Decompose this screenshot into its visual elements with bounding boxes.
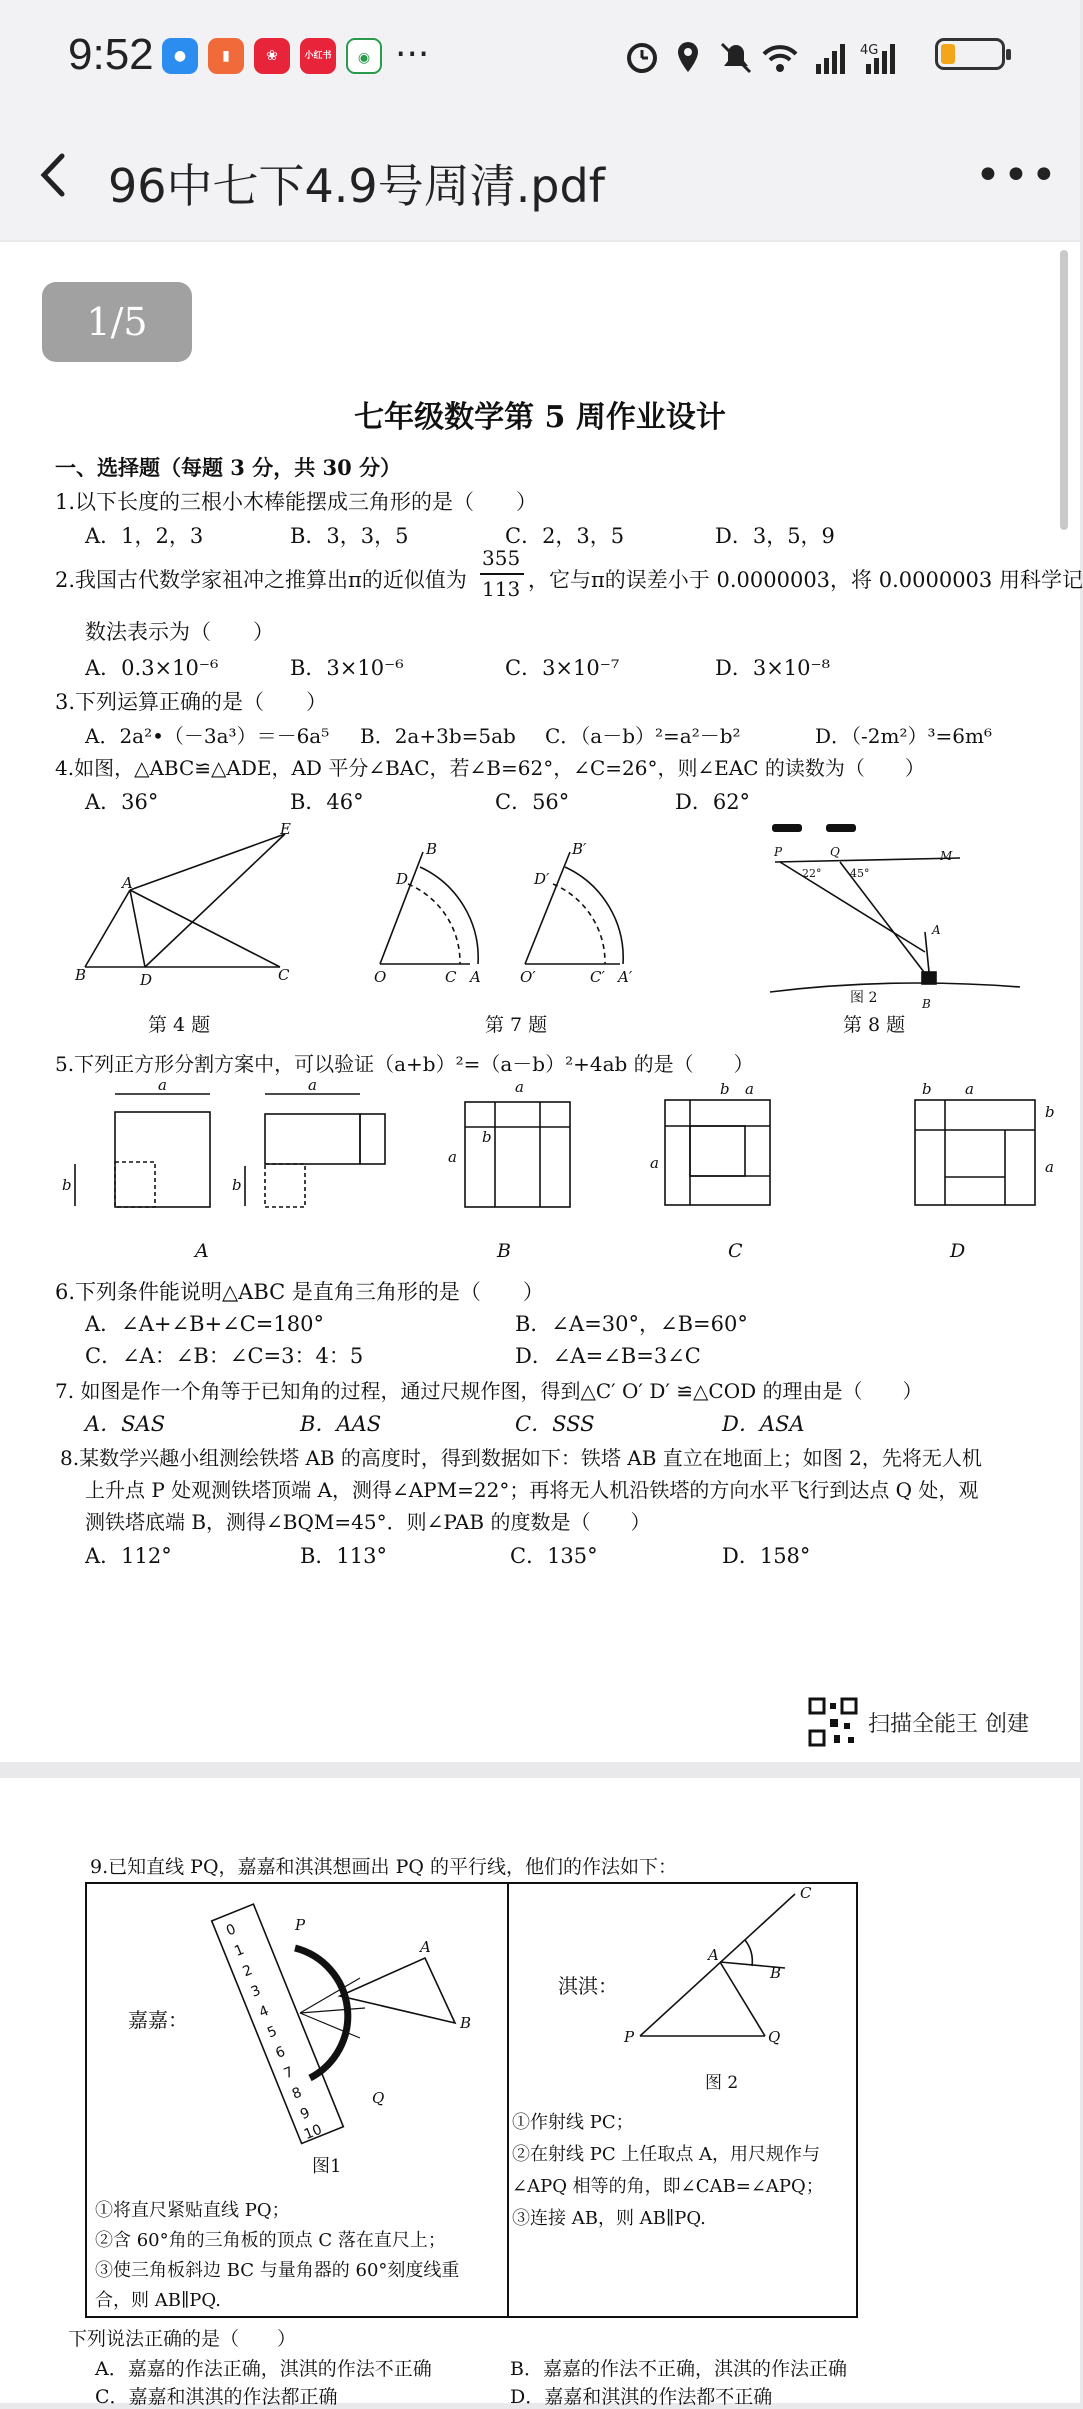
figure-q4 [85,834,285,967]
q5-label-b: B [497,1240,511,1262]
alarm-icon [629,45,655,71]
svg-text:C′: C′ [590,968,605,986]
q5-diagram-b [265,1114,360,1164]
question-9: 9.已知直线 PQ，嘉嘉和淇淇想画出 PQ 的平行线，他们的作法如下： [90,1856,677,1878]
question-2: 2.我国古代数学家祖冲之推算出π的近似值为 [55,568,467,592]
figure-q8-subcaption: 图 2 [850,990,878,1006]
location-icon [678,42,698,72]
svg-text:b: b [922,1080,932,1098]
qiqi-step-1: ①作射线 PC； [512,2112,634,2133]
q8-option-a: A．112° [85,1544,172,1568]
svg-text:B: B [770,1964,782,1982]
pdf-page-2[interactable] [0,1778,1080,2408]
q3-option-c: C．（a－b）²=a²－b² [545,724,741,748]
question-3: 3.下列运算正确的是（ ） [55,690,328,714]
figure-2-construction [620,1886,820,2046]
figure-caption-q4: 第 4 题 [148,1014,211,1036]
fraction-bar [480,573,524,575]
drone-icon [772,824,856,832]
svg-text:B: B [460,2014,472,2032]
qiqi-label: 淇淇： [558,1974,618,1998]
svg-text:22°: 22° [802,867,822,880]
q2-option-a: A．0.3×10⁻⁶ [85,656,219,680]
question-2-cont: ，它与π的误差小于 0.0000003，将 0.0000003 用科学记 [528,568,1083,592]
fraction-numerator: 355 [482,546,521,570]
svg-text:10: 10 [301,2121,325,2144]
svg-text:6: 6 [273,2043,288,2062]
fraction-denominator: 113 [482,577,521,601]
system-status-icons [620,36,940,80]
svg-text:P: P [774,845,783,859]
app-bar [0,110,1080,240]
figure-1-caption: 图1 [312,2156,342,2177]
q8-option-c: C．135° [510,1544,598,1568]
chevron-left-icon [30,140,90,210]
q9-option-b: B．嘉嘉的作法不正确，淇淇的作法正确 [510,2358,847,2380]
q2-option-d: D．3×10⁻⁸ [715,656,831,680]
q2-option-c: C．3×10⁻⁷ [505,656,620,680]
q3-option-d: D．（-2m²）³=6m⁶ [815,724,992,748]
q4-option-c: C．56° [495,790,570,814]
qiqi-step-4: ③连接 AB，则 AB∥PQ. [512,2208,706,2229]
qiqi-step-2: ②在射线 PC 上任取点 A，用尺规作与 [512,2144,821,2165]
battery-icon [935,38,1005,70]
svg-text:4G: 4G [860,43,879,58]
figure-q7-right [525,852,623,964]
svg-text:O: O [374,968,387,986]
svg-text:E: E [280,820,291,838]
q2-option-b: B．3×10⁻⁶ [290,656,404,680]
svg-text:D: D [396,870,409,888]
message-app-icon: ● [162,38,198,74]
document-title: 96中七下4.9号周清.pdf [108,159,605,213]
question-8: 8.某数学兴趣小组测绘铁塔 AB 的高度时，得到数据如下：铁塔 AB 直立在地面上；如图 2，先将无人机 [60,1446,982,1470]
qiqi-step-3: ∠APQ 相等的角，即∠CAB=∠APQ； [512,2176,824,2197]
wifi-icon [764,47,796,72]
svg-text:b: b [720,1080,730,1098]
svg-text:P: P [295,1916,306,1934]
question-2-line2: 数法表示为（ ） [85,620,274,644]
svg-text:8: 8 [289,2084,305,2103]
q7-option-a: A．SAS [85,1412,166,1436]
svg-text:C: C [278,966,290,984]
q7-option-d: D．ASA [722,1412,805,1436]
figure-caption-q8: 第 8 题 [843,1014,906,1036]
svg-text:P: P [624,2028,635,2046]
q9-option-a: A．嘉嘉的作法正确，淇淇的作法不正确 [95,2358,432,2380]
q4-option-a: A．36° [85,790,159,814]
svg-text:a: a [745,1080,754,1098]
svg-text:Q: Q [830,845,840,859]
svg-text:A: A [708,1946,719,1964]
svg-text:1: 1 [232,1941,247,1960]
svg-text:C: C [445,968,457,986]
question-1: 1.以下长度的三根小木棒能摆成三角形的是（ ） [55,490,538,514]
q6-option-c: C．∠A：∠B：∠C=3：4：5 [85,1344,364,1368]
q6-option-a: A．∠A+∠B+∠C=180° [85,1312,324,1336]
app-notification-icon: ❀ [254,38,290,74]
qr-code-icon [808,1697,858,1747]
svg-text:Q: Q [372,2089,385,2107]
svg-text:7: 7 [281,2064,296,2083]
svg-text:45°: 45° [850,867,870,880]
status-bar [0,0,1080,110]
table-divider [507,1884,509,2316]
svg-text:b: b [482,1128,492,1146]
q3-option-b: B．2a+3b=5ab [360,724,516,748]
q5-diagrams [60,1076,1055,1232]
svg-text:a: a [965,1080,974,1098]
clock: 9:52 [68,30,154,79]
q9-option-d: D．嘉嘉和淇淇的作法都不正确 [510,2386,773,2408]
svg-text:A′: A′ [618,968,633,986]
scanner-text: 扫描全能王 创建 [868,1711,1029,1737]
q9-option-c: C．嘉嘉和淇淇的作法都正确 [95,2386,338,2408]
scrollbar[interactable] [1060,250,1068,530]
back-button[interactable] [30,140,90,210]
svg-text:C: C [800,1884,812,1902]
svg-text:b: b [1045,1103,1055,1121]
signal-4g-icon [860,43,895,74]
q6-option-b: B．∠A=30°，∠B=60° [515,1312,748,1336]
svg-text:B: B [922,997,931,1011]
question-8-line2: 上升点 P 处观测铁塔顶端 A，测得∠APM=22°；再将无人机沿铁塔的方向水平飞行到达点 Q 处，观 [85,1478,979,1502]
svg-text:A: A [122,874,133,892]
svg-text:4: 4 [256,2002,272,2022]
svg-text:b: b [62,1176,72,1194]
svg-text:O′: O′ [520,968,536,986]
jiajia-step-3: ③使三角板斜边 BC 与量角器的 60°刻度线重 [95,2260,460,2281]
svg-text:0: 0 [223,1921,239,1940]
svg-text:Q: Q [768,2028,781,2046]
figure-1-ruler-protractor [220,1888,500,2144]
question-7: 7. 如图是作一个角等于已知角的过程，通过尺规作图，得到△C′ O′ D′ ≌△COD 的理由是（ ） [55,1379,923,1403]
svg-text:3: 3 [248,1982,263,2001]
q3-option-a: A．2a²•（－3a³）＝－6a⁵ [85,724,330,748]
more-options-button[interactable]: ••• [975,150,1059,201]
q1-option-b: B．3，3，5 [290,524,409,548]
svg-text:a: a [1045,1158,1054,1176]
question-4: 4.如图，△ABC≌△ADE，AD 平分∠BAC，若∠B=62°，∠C=26°，则∠EAC 的读数为（ ） [55,756,925,780]
svg-text:a: a [650,1154,659,1172]
svg-text:9: 9 [298,2104,313,2124]
signal-icon-1 [816,44,845,74]
page-heading: 七年级数学第 5 周作业设计 [354,400,726,435]
q7-option-b: B．AAS [300,1412,382,1436]
q5-diagram-d [665,1100,770,1205]
mute-icon [722,44,750,72]
svg-text:A: A [932,923,941,937]
page-indicator: 1/5 [42,282,192,362]
question-6: 6.下列条件能说明△ABC 是直角三角形的是（ ） [55,1280,544,1304]
q8-option-d: D．158° [722,1544,811,1568]
q5-label-c: C [728,1240,743,1262]
q5-diagram-a [115,1112,210,1207]
svg-text:2: 2 [240,1962,255,1981]
figure-q7-left [380,852,478,964]
pdf-page-1[interactable] [0,242,1083,1762]
svg-text:A: A [420,1938,431,1956]
svg-text:a: a [308,1076,317,1094]
figure-2-caption: 图 2 [705,2073,739,2093]
q5-label-d: D [950,1240,966,1262]
svg-text:B′: B′ [572,840,587,858]
svg-text:b: b [232,1176,242,1194]
svg-text:B: B [426,840,438,858]
q7-option-c: C．SSS [515,1412,595,1436]
q5-diagram-e [915,1100,1035,1205]
q5-diagram-c [465,1102,570,1207]
jiajia-step-1: ①将直尺紧贴直线 PQ； [95,2200,290,2221]
app-notification-icon: ◉ [346,38,382,74]
svg-text:a: a [448,1148,457,1166]
q4-option-b: B．46° [290,790,364,814]
svg-text:5: 5 [265,2023,280,2042]
xiaohongshu-icon: 小红书 [300,38,336,74]
jiajia-step-2: ②含 60°角的三角板的顶点 C 落在直尺上； [95,2230,446,2251]
figure-caption-q7: 第 7 题 [485,1014,548,1036]
q1-option-a: A．1，2，3 [85,524,204,548]
q5-label-a: A [195,1240,209,1262]
svg-text:B: B [75,966,87,984]
q6-option-d: D．∠A=∠B=3∠C [515,1344,701,1368]
q1-option-c: C．2，3，5 [505,524,625,548]
q1-option-d: D．3，5，9 [715,524,835,548]
jiajia-step-4: 合，则 AB∥PQ. [95,2290,221,2311]
question-5: 5.下列正方形分割方案中，可以验证（a+b）²=（a－b）²+4ab 的是（ ） [55,1052,754,1076]
q8-option-b: B．113° [300,1544,388,1568]
figures-row-1 [60,822,1060,1022]
svg-text:D′: D′ [534,870,550,888]
jiajia-label: 嘉嘉： [128,2008,188,2032]
svg-text:A: A [470,968,481,986]
more-notifications-icon: ··· [395,34,430,75]
q4-option-d: D．62° [675,790,751,814]
question-8-line3: 测铁塔底端 B，测得∠BQM=45°．则∠PAB 的度数是（ ） [85,1510,651,1534]
scanner-watermark [808,1697,1029,1747]
svg-text:M: M [940,849,953,863]
svg-text:D: D [140,971,153,989]
question-9-ask: 下列说法正确的是（ ） [68,2328,297,2350]
svg-text:a: a [515,1078,524,1096]
section-heading: 一、选择题（每题 3 分，共 30 分） [55,455,402,480]
app-notification-icon: ▮ [208,38,244,74]
svg-text:a: a [158,1076,167,1094]
